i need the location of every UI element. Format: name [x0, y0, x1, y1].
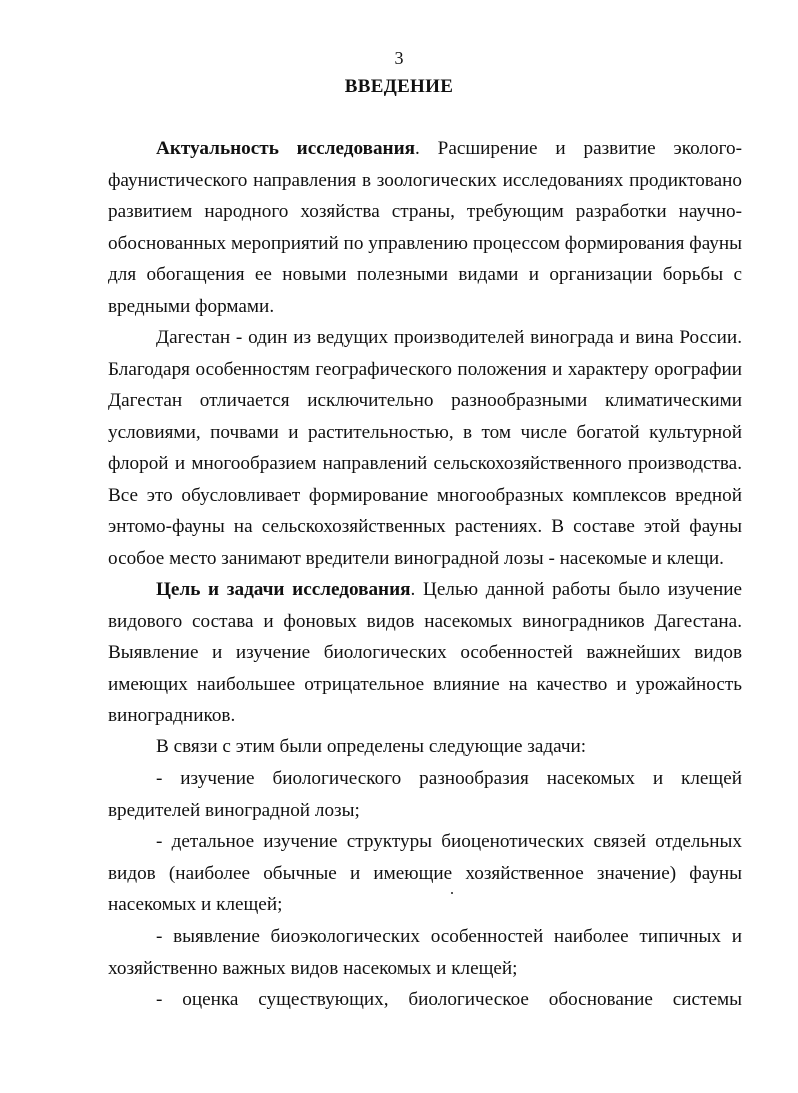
section-heading: ВВЕДЕНИЕ	[344, 76, 454, 97]
page-number: 3	[394, 48, 404, 68]
paragraph-dagestan: Дагестан - один из ведущих производителей винограда и вина России. Благодаря особенностям географического положения и характеру орографии Дагестан отличается исключительно разнообразными климатическими условиями, почвами и растительностью, в том числе богатой культурной флорой и многообразием направлений сельскохозяйственного производства. Все это обусловливает формирование многообразных комплексов вредной энтомо-фауны на сельскохозяйственных растениях. В составе этой фауны особое место занимают вредители виноградной лозы - насекомые и клещи.	[108, 327, 742, 569]
paragraph-lead: Цель и задачи исследования	[156, 579, 411, 600]
paragraph-lead: Актуальность исследования	[156, 138, 416, 159]
paragraph-tasks-intro: В связи с этим были определены следующие задачи:	[156, 736, 587, 757]
paragraph-text: . Расширение и развитие эколого-фаунистического направления в зоологических исследованиях продиктовано развитием народного хозяйства страны, требующим разработки научно-обоснованных мероприятий по управлению процессом формирования фауны для обогащения ее новыми полезными видами и организации борьбы с вредными формами.	[108, 138, 742, 317]
paragraph-goals	[108, 574, 742, 732]
task-item: - изучение биологического разнообразия насекомых и клещей вредителей виноградной лозы;	[108, 768, 742, 821]
paragraph-text: . Целью данной работы было изучение видового состава и фоновых видов насекомых виноградников Дагестана. Выявление и изучение биологических особенностей важнейших видов имеющих наибольшее отрицательное влияние на качество и урожайность виноградников.	[108, 579, 743, 726]
task-item: - детальное изучение структуры биоценотических связей отдельных видов (наиболее обычные и имеющие хозяйственное значение) фауны насекомых и клещей;	[108, 831, 742, 915]
scan-speck	[451, 892, 453, 894]
paragraph-relevance	[108, 133, 742, 322]
task-item: - выявление биоэкологических особенностей наиболее типичных и хозяйственно важных видов насекомых и клещей;	[108, 926, 742, 979]
task-item: - оценка существующих, биологическое обоснование системы	[156, 989, 742, 1010]
